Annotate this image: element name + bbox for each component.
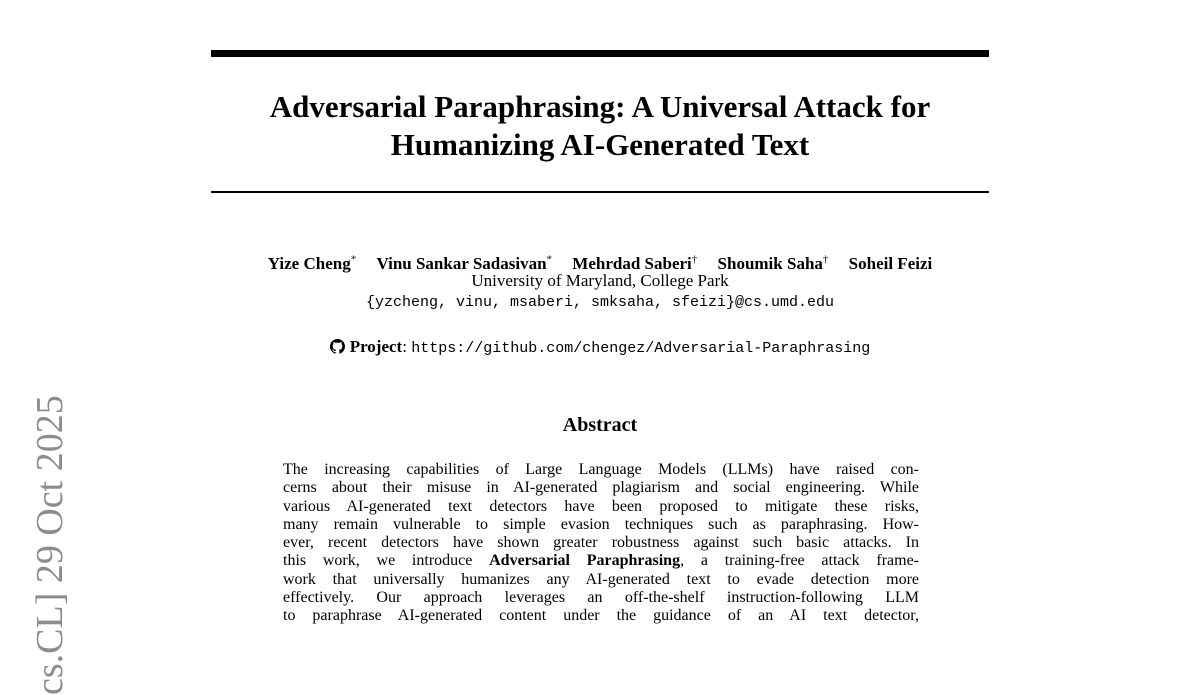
project-line (150, 336, 1050, 360)
title-top-rule (211, 50, 989, 57)
author: Yize Cheng* (267, 253, 357, 273)
paper-title-line-2: Humanizing AI-Generated Text (390, 127, 810, 162)
github-icon (330, 339, 345, 354)
arxiv-side-stamp: cs.CL] 29 Oct 2025 (29, 395, 71, 695)
project-separator: : (402, 337, 407, 356)
abstract-line: work that universally humanizes any AI-generated text to evade detection more (283, 570, 919, 588)
author: Vinu Sankar Sadasivan* (376, 253, 553, 273)
abstract-line: cerns about their misuse in AI-generated plagiarism and social engineering. While (283, 479, 919, 497)
abstract-line: this work, we introduce Adversarial Paraphrasing, a training-free attack frame- (283, 552, 920, 570)
author: Mehrdad Saberi† (572, 253, 698, 273)
abstract-line: many remain vulnerable to simple evasion techniques such as paraphrasing. How- (283, 515, 919, 533)
affiliation: University of Maryland, College Park (471, 271, 729, 290)
project-url-link[interactable]: https://github.com/chengez/Adversarial-Paraphrasing (411, 340, 871, 357)
abstract-line: effectively. Our approach leverages an off-the-shelf instruction-following LLM (283, 589, 919, 607)
title-bottom-rule (211, 191, 989, 193)
abstract-heading: Abstract (562, 414, 638, 436)
abstract-line: ever, recent detectors have shown greater robustness against such basic attacks. In (283, 534, 919, 552)
paper-title-line-1: Adversarial Paraphrasing: A Universal Attack for (269, 89, 931, 124)
abstract-line: various AI-generated text detectors have been proposed to mitigate these risks, (283, 497, 919, 515)
author: Soheil Feizi (848, 253, 933, 273)
paper-title (211, 88, 989, 164)
abstract-line: to paraphrase AI-generated content under the guidance of an AI text detector, (283, 607, 919, 625)
author: Shoumik Saha† (717, 253, 829, 273)
author-emails: {yzcheng, vinu, msaberi, smksaha, sfeizi}@cs.umd.edu (365, 294, 835, 311)
project-label: Project (349, 337, 403, 356)
abstract-line: The increasing capabilities of Large Language Models (LLMs) have raised con- (283, 461, 919, 478)
abstract-body (283, 461, 919, 626)
